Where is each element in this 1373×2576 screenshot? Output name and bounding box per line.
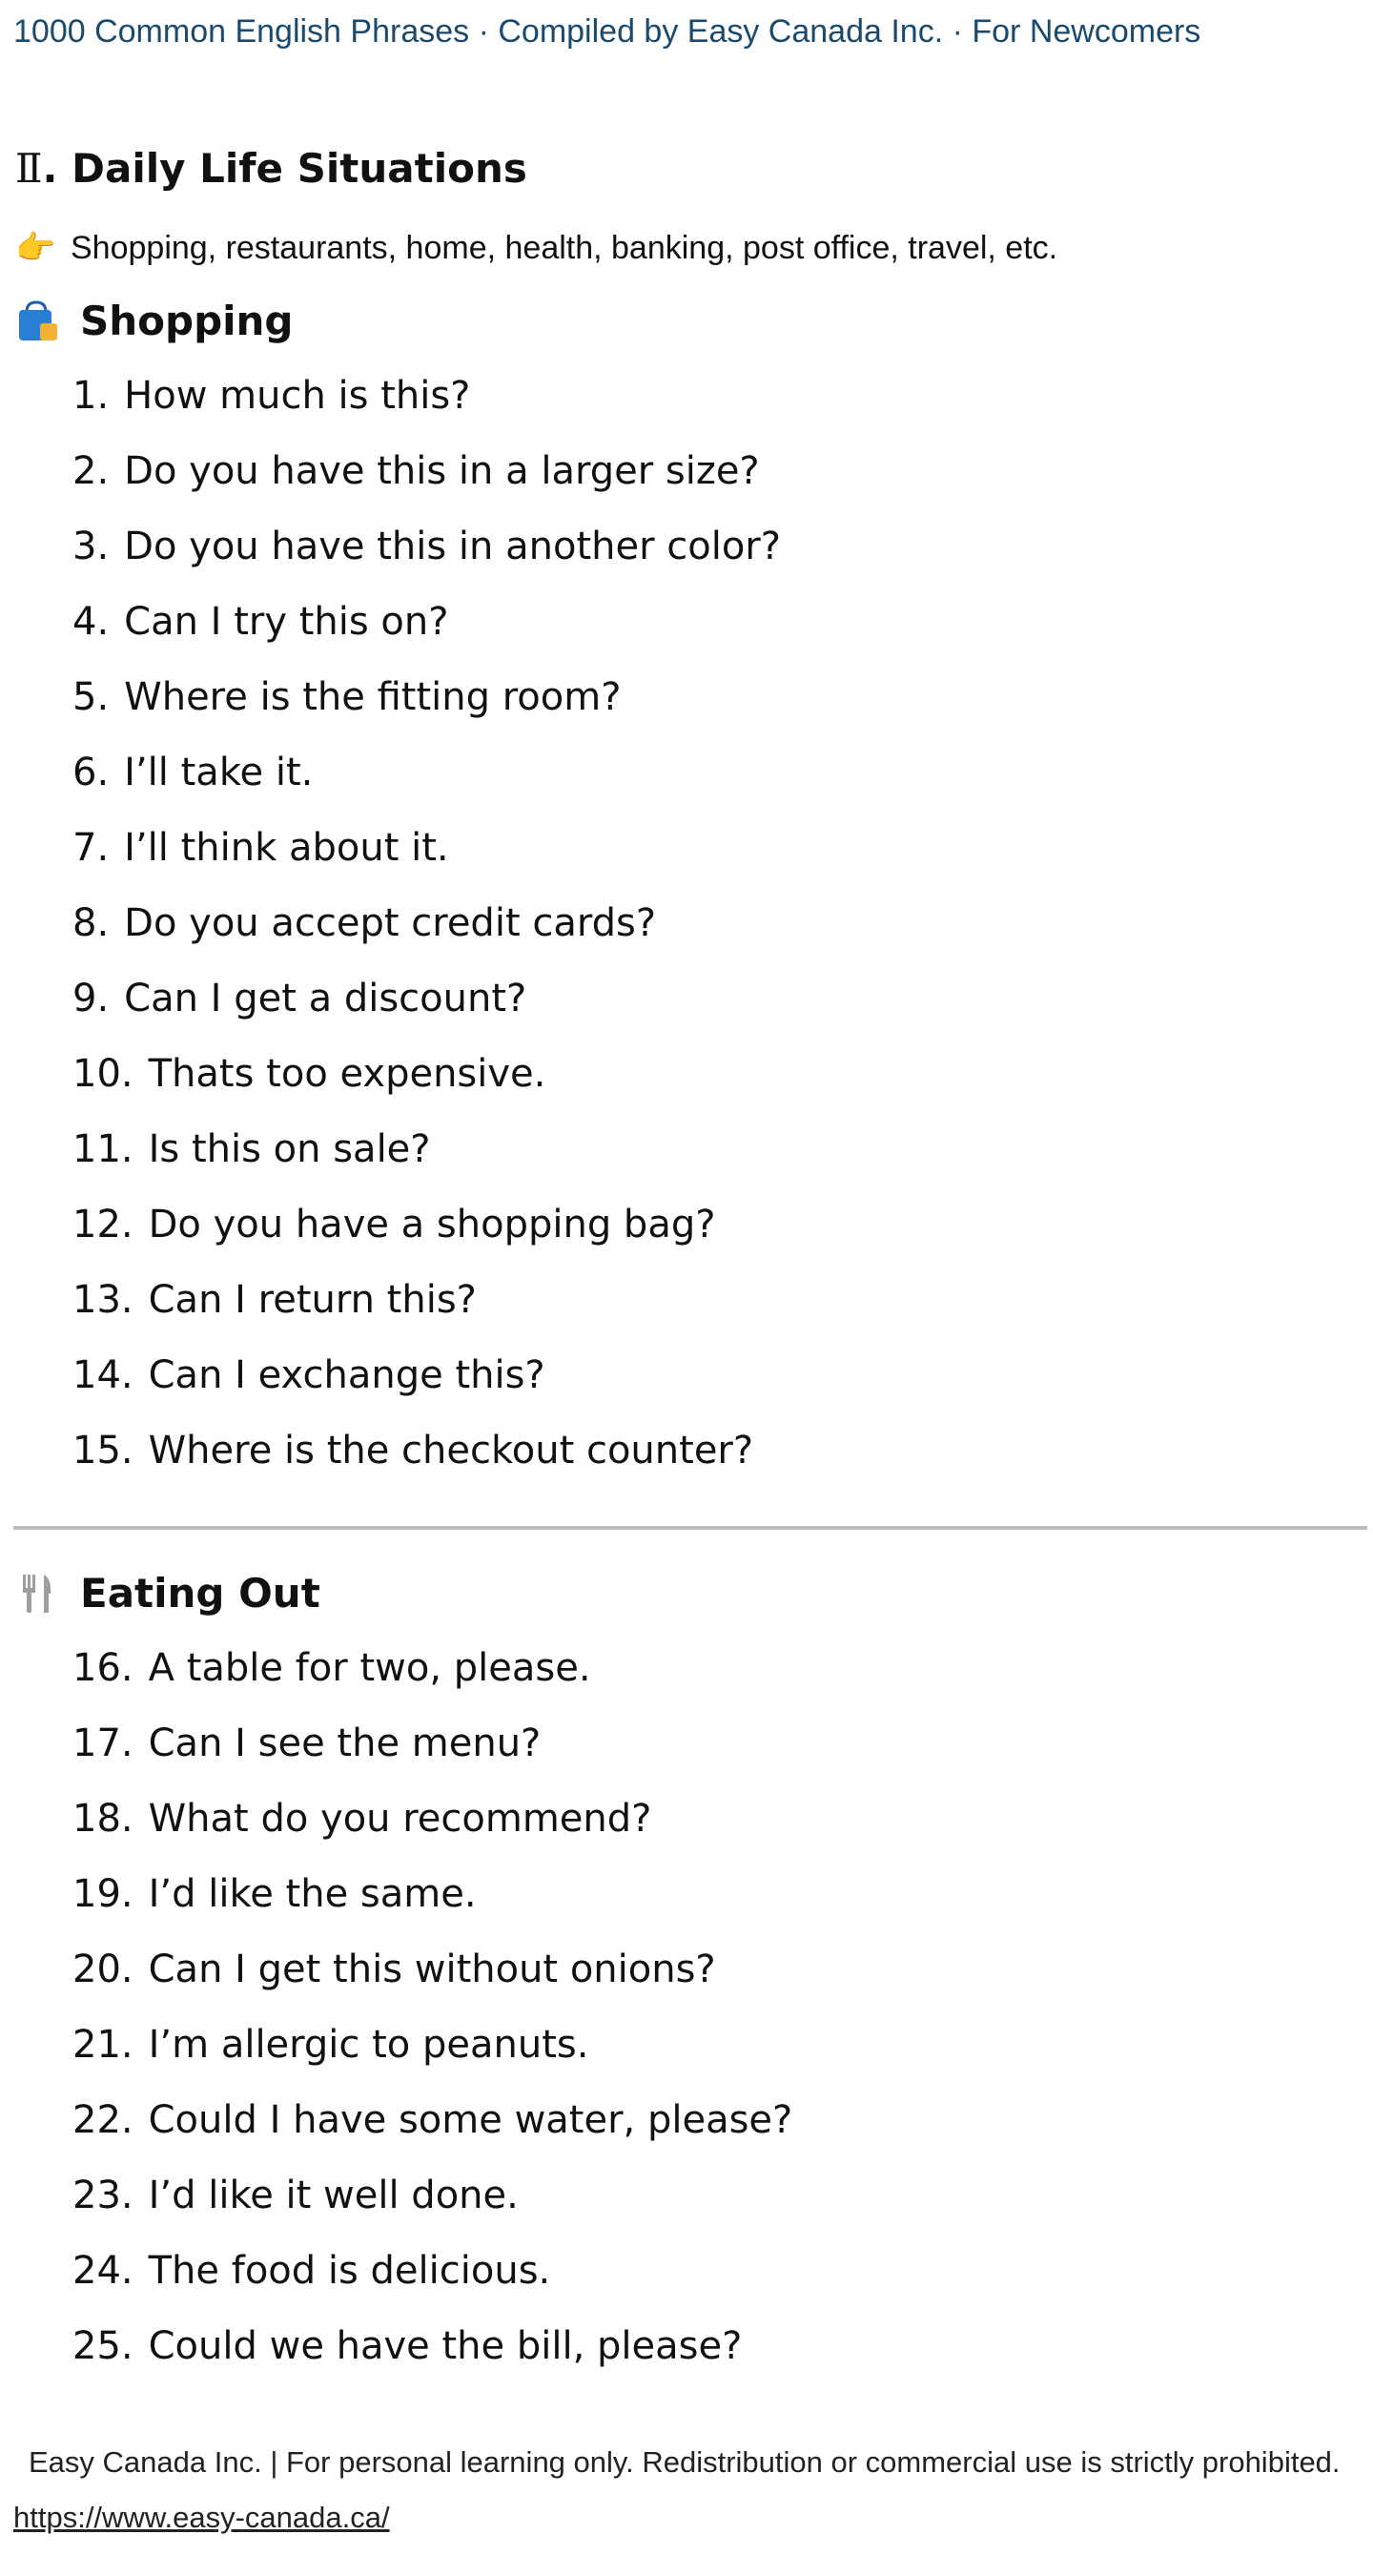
eating-out-phrase-list [72, 1631, 792, 2384]
list-item-number: 20. [72, 1947, 133, 1991]
section-divider [13, 1526, 1367, 1530]
list-item-text: The food is delicious. [148, 2249, 551, 2293]
list-item [72, 1263, 781, 1338]
list-item [72, 2309, 792, 2384]
list-item-text: Could we have the bill, please? [148, 2324, 743, 2368]
list-item-text: Where is the fitting room? [124, 675, 622, 719]
list-item [72, 811, 781, 886]
list-item [72, 1413, 781, 1489]
section-title [15, 145, 527, 192]
list-item-text: Can I exchange this? [148, 1353, 545, 1397]
list-item-number: 3. [72, 525, 110, 568]
list-item [72, 1037, 781, 1112]
list-item-number: 7. [72, 826, 110, 870]
list-item-text: Do you have a shopping bag? [148, 1203, 716, 1247]
list-item-text: Can I get this without onions? [148, 1947, 716, 1991]
list-item [72, 509, 781, 585]
eating-out-title: Eating Out [80, 1570, 320, 1617]
footer-copyright: Easy Canada Inc. | For personal learning only. Redistribution or commercial use is strictly prohibited. [29, 2445, 1341, 2479]
list-item-text: I’m allergic to peanuts. [148, 2023, 589, 2067]
list-item-text: Can I try this on? [124, 600, 449, 644]
list-item-text: Can I return this? [148, 1278, 477, 1322]
list-item-text: Where is the checkout counter? [148, 1429, 754, 1473]
list-item [72, 1631, 792, 1706]
list-item-text: A table for two, please. [148, 1646, 591, 1690]
shopping-bag-icon [15, 299, 65, 344]
shopping-title: Shopping [80, 298, 294, 344]
list-item-number: 22. [72, 2098, 133, 2142]
list-item [72, 886, 781, 961]
list-item-number: 8. [72, 901, 110, 945]
list-item-text: I’ll think about it. [124, 826, 449, 870]
list-item [72, 660, 781, 735]
list-item-number: 24. [72, 2249, 133, 2293]
list-item-text: Do you have this in a larger size? [124, 449, 760, 493]
section-title-text: . Daily Life Situations [42, 145, 527, 192]
list-item [72, 2234, 792, 2309]
list-item-text: How much is this? [124, 374, 471, 418]
list-item-number: 15. [72, 1429, 133, 1473]
list-item [72, 585, 781, 660]
list-item-number: 6. [72, 751, 110, 794]
list-item-number: 14. [72, 1353, 133, 1397]
pointing-hand-icon: 👉 [15, 230, 56, 266]
shopping-phrase-list [72, 359, 781, 1489]
list-item [72, 1187, 781, 1263]
section-intro-text: Shopping, restaurants, home, health, banking, post office, travel, etc. [71, 229, 1058, 266]
list-item-text: Thats too expensive. [148, 1052, 546, 1096]
list-item [72, 2008, 792, 2083]
list-item [72, 1782, 792, 1857]
list-item [72, 434, 781, 509]
list-item-number: 17. [72, 1721, 133, 1765]
list-item-text: Can I see the menu? [148, 1721, 542, 1765]
list-item-text: Is this on sale? [148, 1127, 431, 1171]
list-item-number: 12. [72, 1203, 133, 1247]
list-item-number: 13. [72, 1278, 133, 1322]
fork-knife-icon [15, 1571, 65, 1617]
section-numeral: Ⅱ [15, 145, 43, 192]
section-intro [15, 229, 1057, 267]
list-item [72, 359, 781, 434]
list-item-text: Do you accept credit cards? [124, 901, 657, 945]
list-item-number: 23. [72, 2174, 133, 2217]
list-item [72, 1706, 792, 1782]
list-item-number: 11. [72, 1127, 133, 1171]
footer-website-link[interactable]: https://www.easy-canada.ca/ [13, 2501, 390, 2534]
shopping-heading [15, 298, 294, 344]
list-item-text: I’ll take it. [124, 751, 314, 794]
list-item-number: 16. [72, 1646, 133, 1690]
list-item [72, 1338, 781, 1413]
eating-out-heading [15, 1570, 320, 1617]
list-item-text: I’d like the same. [148, 1872, 477, 1916]
document-header: 1000 Common English Phrases · Compiled by Easy Canada Inc. · For Newcomers [13, 13, 1201, 50]
list-item-number: 10. [72, 1052, 133, 1096]
list-item-number: 18. [72, 1797, 133, 1841]
list-item [72, 1932, 792, 2008]
list-item-text: Can I get a discount? [124, 977, 527, 1020]
list-item [72, 1112, 781, 1187]
list-item-text: I’d like it well done. [148, 2174, 519, 2217]
list-item [72, 2083, 792, 2158]
list-item [72, 1857, 792, 1932]
list-item-number: 5. [72, 675, 110, 719]
list-item-text: Do you have this in another color? [124, 525, 781, 568]
list-item [72, 735, 781, 811]
list-item-number: 9. [72, 977, 110, 1020]
list-item-text: What do you recommend? [148, 1797, 652, 1841]
list-item-number: 2. [72, 449, 110, 493]
list-item-number: 21. [72, 2023, 133, 2067]
list-item-number: 1. [72, 374, 110, 418]
list-item-number: 19. [72, 1872, 133, 1916]
list-item-text: Could I have some water, please? [148, 2098, 793, 2142]
list-item [72, 961, 781, 1037]
list-item-number: 4. [72, 600, 110, 644]
list-item [72, 2158, 792, 2234]
list-item-number: 25. [72, 2324, 133, 2368]
